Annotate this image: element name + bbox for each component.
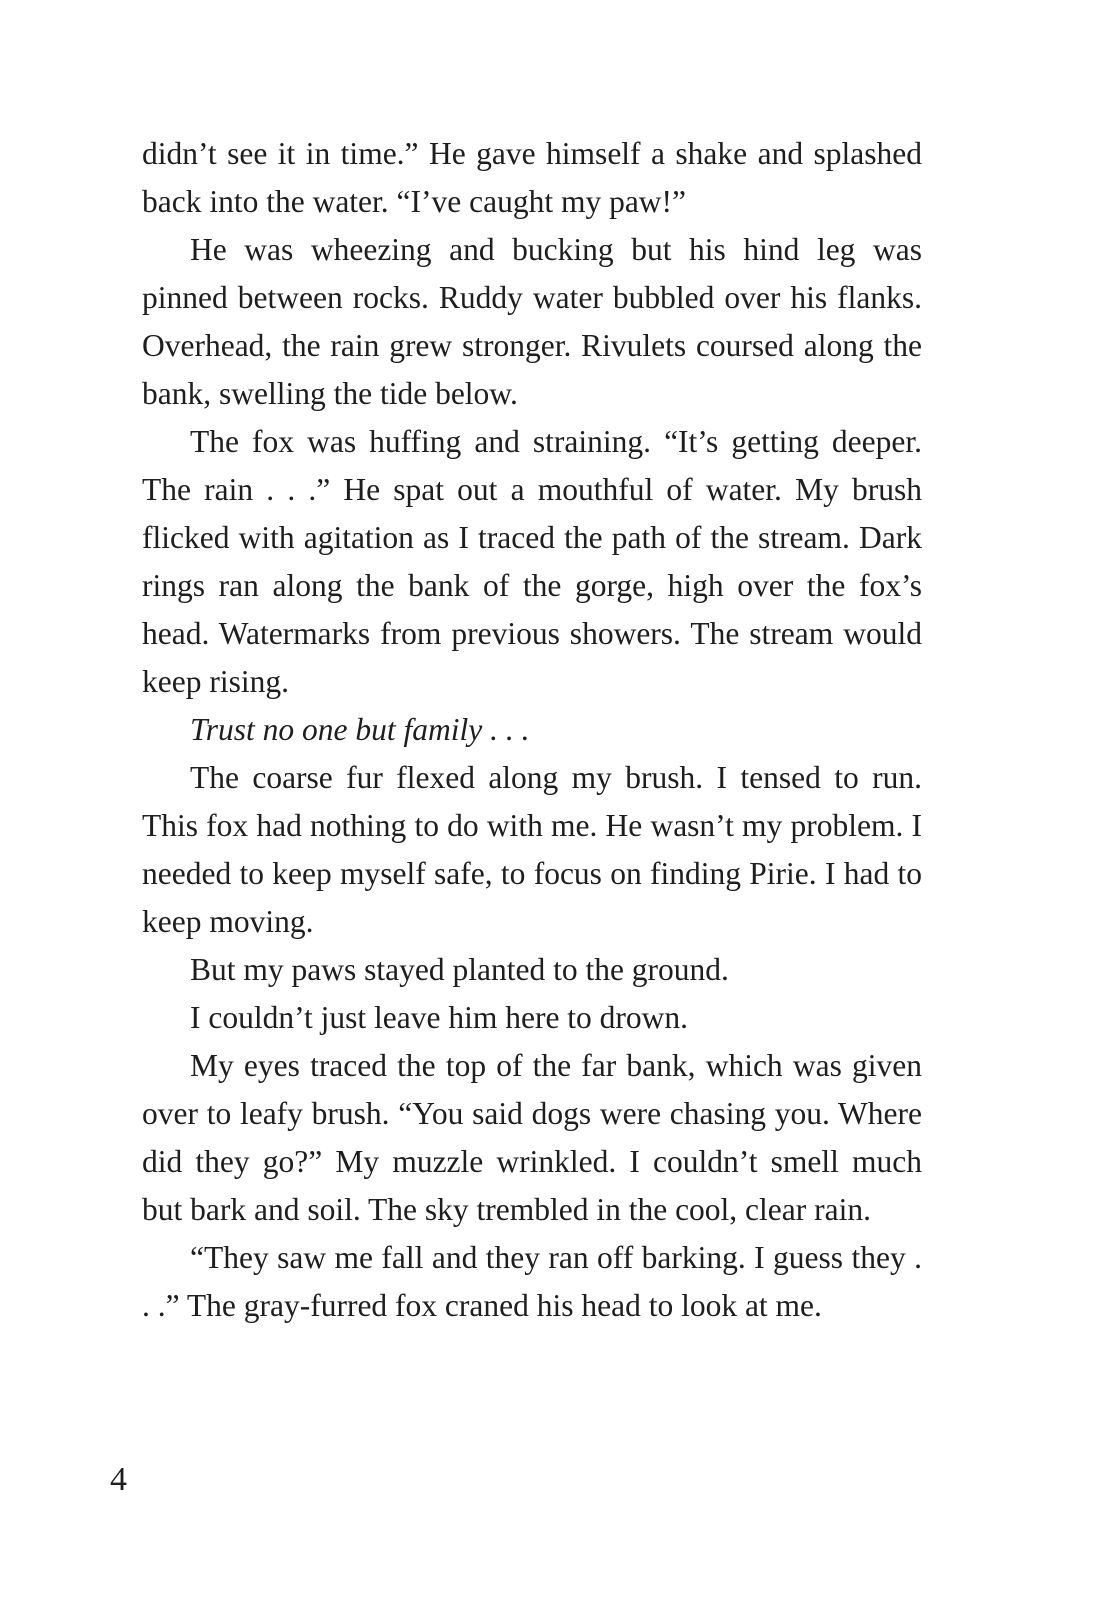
paragraph-2: He was wheezing and bucking but his hind leg was pinned between rocks. Ruddy water bubbled over his flanks. Overhead, the rain grew stronger. Rivulets coursed along the bank, swelling the tide below. xyxy=(142,232,922,411)
paragraph-1: didn’t see it in time.” He gave himself a shake and splashed back into the water. “I’ve caught my paw!” xyxy=(142,136,922,219)
paragraph-9: “They saw me fall and they ran off barking. I guess they . . .” The gray-furred fox craned his head to look at me. xyxy=(142,1240,922,1323)
paragraph-5: The coarse fur flexed along my brush. I tensed to run. This fox had nothing to do with me. He wasn’t my problem. I needed to keep myself safe, to focus on finding Pirie. I had to keep moving. xyxy=(142,760,922,939)
paragraph-3: The fox was huffing and straining. “It’s getting deeper. The rain . . .” He spat out a mouthful of water. My brush flicked with agitation as I traced the path of the stream. Dark rings ran along the bank of the gorge, high over the fox’s head. Watermarks from previous showers. The stream would keep rising. xyxy=(142,424,922,699)
paragraph-8: My eyes traced the top of the far bank, which was given over to leafy brush. “You said dogs were chasing you. Where did they go?” My muzzle wrinkled. I couldn’t smell much but bark and soil. The sky trembled in the cool, clear rain. xyxy=(142,1048,922,1227)
paragraph-7: I couldn’t just leave him here to drown. xyxy=(190,1000,689,1035)
page-number: 4 xyxy=(110,1461,127,1498)
paragraph-4-italic: Trust no one but family . . . xyxy=(190,712,530,747)
paragraph-6: But my paws stayed planted to the ground. xyxy=(190,952,729,987)
body-text xyxy=(142,130,922,1330)
